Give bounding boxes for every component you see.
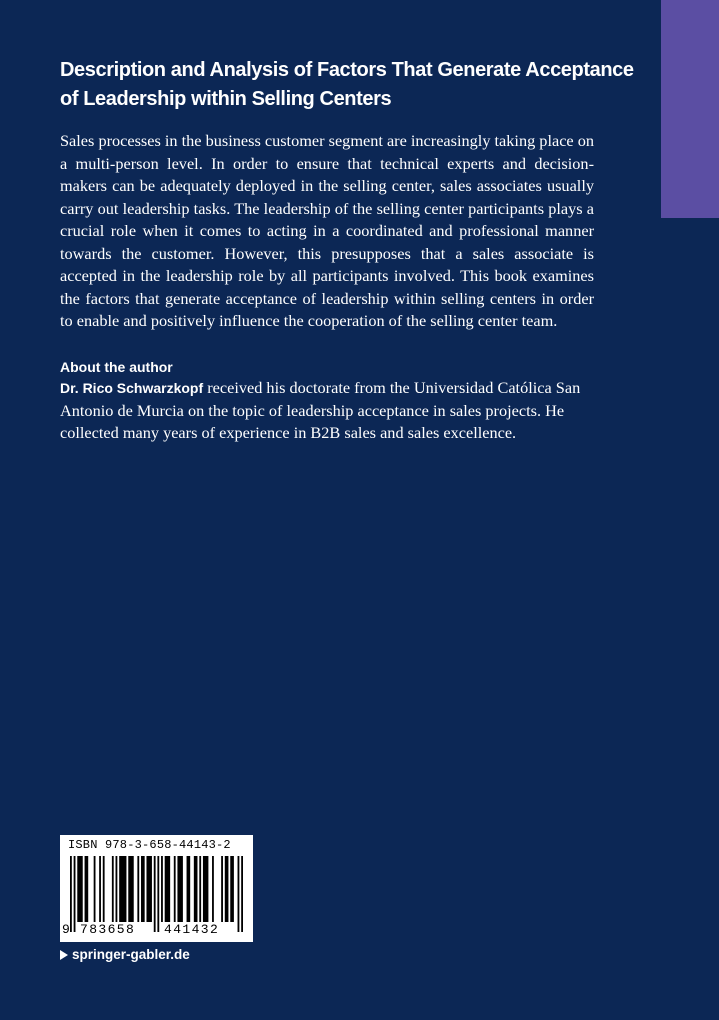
- barcode-bar: [225, 856, 229, 922]
- barcode-digit-group-1: 783658: [80, 922, 136, 937]
- barcode-bar: [85, 856, 89, 922]
- barcode-bar: [221, 856, 223, 922]
- book-title-line-1: Description and Analysis of Factors That Generate Acceptance: [60, 59, 634, 81]
- book-title-line-2: of Leadership within Selling Centers: [60, 88, 392, 110]
- barcode-bar: [194, 856, 198, 922]
- isbn-label: ISBN 978-3-658-44143-2: [68, 838, 231, 852]
- barcode-bar: [70, 856, 72, 932]
- barcode-bar: [137, 856, 139, 922]
- barcode-bar: [94, 856, 96, 922]
- book-title: [60, 56, 634, 114]
- triangle-right-icon: [60, 950, 68, 960]
- barcode-bar: [141, 856, 145, 922]
- barcode-bar: [199, 856, 201, 922]
- barcode-bar: [157, 856, 159, 932]
- barcode-bar: [238, 856, 240, 932]
- barcode-bar: [187, 856, 191, 922]
- barcode-bar: [230, 856, 234, 922]
- author-name: Dr. Rico Schwarzkopf: [60, 380, 204, 396]
- barcode-bar: [103, 856, 105, 922]
- barcode-bar: [177, 856, 182, 922]
- barcode-bar: [119, 856, 126, 922]
- barcode-bar: [128, 856, 133, 922]
- author-bio: received his doctorate from the Universidad Católica San Antonio de Murcia on the topic of leadership acceptance in sales projects. He collected many years of experience in B2B sales and sales excellence.: [60, 378, 581, 442]
- barcode-digit-group-2: 441432: [164, 922, 220, 937]
- barcode-bar: [74, 856, 76, 932]
- barcode-bar: [174, 856, 176, 922]
- barcode-bar: [77, 856, 82, 922]
- barcode-bar: [161, 856, 163, 922]
- barcode-bar: [146, 856, 151, 922]
- barcode-digit-lead: 9: [62, 922, 70, 937]
- barcode-bar: [116, 856, 118, 922]
- barcode-bar: [241, 856, 243, 932]
- barcode-bar: [165, 856, 170, 922]
- barcode-bars: [70, 856, 243, 932]
- isbn-barcode: [60, 835, 253, 942]
- about-author-heading: About the author: [60, 359, 173, 375]
- book-description: Sales processes in the business customer segment are increasingly taking place on a multi-person level. In order to ensure that technical experts and decision-makers can be adequately deployed in the selling center, sales associates usually carry out leadership tasks. The leadership of the selling center participants plays a crucial role when it comes to acting in a coordinated and professional manner towards the customer. However, this presupposes that a sales associate is accepted in the leadership role by all participants involved. This book examines the factors that generate acceptance of leadership within selling centers in order to enable and positively influence the cooperation of the selling center team.: [60, 131, 594, 330]
- barcode-bar: [112, 856, 114, 922]
- barcode-bar: [154, 856, 156, 932]
- publisher-link[interactable]: [60, 945, 190, 965]
- about-author-text: [60, 377, 605, 445]
- accent-bar: [661, 0, 719, 218]
- barcode-bar: [212, 856, 214, 922]
- barcode-bar: [99, 856, 101, 922]
- barcode-bar: [203, 856, 208, 922]
- publisher-url: springer-gabler.de: [72, 947, 190, 962]
